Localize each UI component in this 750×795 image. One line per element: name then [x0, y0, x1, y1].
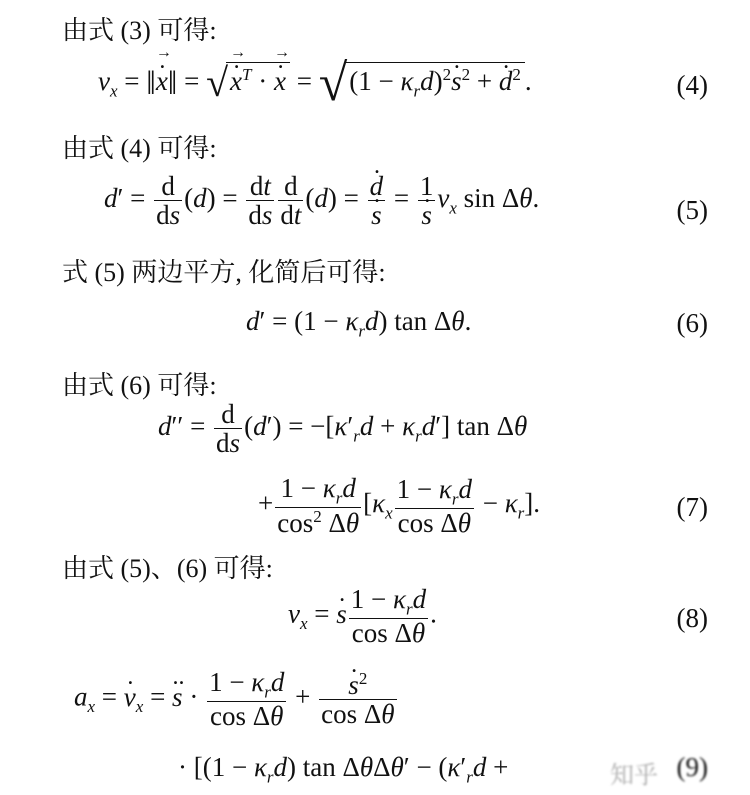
text-line-2: 由式 (4) 可得: [62, 134, 217, 163]
equation-number-7: (7) [676, 492, 708, 522]
equation-9-line-1: $a_x$ = . $v_x$ = .. s · $\frac{1 - \kappa_rd}{\text{cos Δθ}}$ + . $\frac{s^2}{\text{cos Δθ}}$ [74, 668, 399, 731]
equation-number-6: (6) [676, 308, 708, 338]
text-line-4: 由式 (6) 可得: [62, 371, 217, 400]
equation-4: $v_x$ = ‖. x →‖ = √. x →$^T$ · . x → = $√(1 - \kappa_rd)^2$. $s^2$ + . $d^2$ . [98, 58, 532, 110]
blurred-region [515, 757, 595, 783]
equation-number-5: (5) [676, 195, 708, 225]
watermark-text: 知乎 [610, 763, 658, 789]
equation-number-4: (4) [676, 70, 708, 100]
equation-6: $d' = (1 - \kappa_rd)$ tan Δθ. [246, 306, 472, 341]
equation-number-9: (9) [676, 752, 708, 782]
equation-5: d′ = $\frac{d}{ds}$ (d) = $\frac{dt}{ds}$ $\frac{d}{dt}$ (d) = . d . s = 1 . s $v_x$ sin Δθ. [104, 172, 539, 230]
equation-7-line-1: d′′ = $\frac{d}{ds}$ $(d') = -[\kappa'_rd + \kappa_rd']$ tan Δθ [158, 399, 528, 459]
text-line-1: 由式 (3) 可得: [62, 16, 217, 45]
equation-9-line-2: · [$(1 - \kappa_rd)$ $\tan \Delta\theta\Delta\theta' - (\kappa'_rd$ + [178, 752, 595, 787]
text-line-3: 式 (5) 两边平方, 化简后可得: [62, 258, 386, 287]
equation-number-8: (8) [676, 603, 708, 633]
equation-7-line-2: + $\frac{1 - \kappa_rd}{\cos^2 \Delta\theta}$ [$\kappa_x$ $\frac{1 - \kappa_rd}{\text{cos Δθ}}$ − $\kappa_r$]. [258, 473, 541, 539]
equation-8: $v_x$ = . s $\frac{1 - \kappa_rd}{\text{cos Δθ}}$ . [288, 585, 437, 648]
text-line-5: 由式 (5)、(6) 可得: [62, 554, 273, 583]
